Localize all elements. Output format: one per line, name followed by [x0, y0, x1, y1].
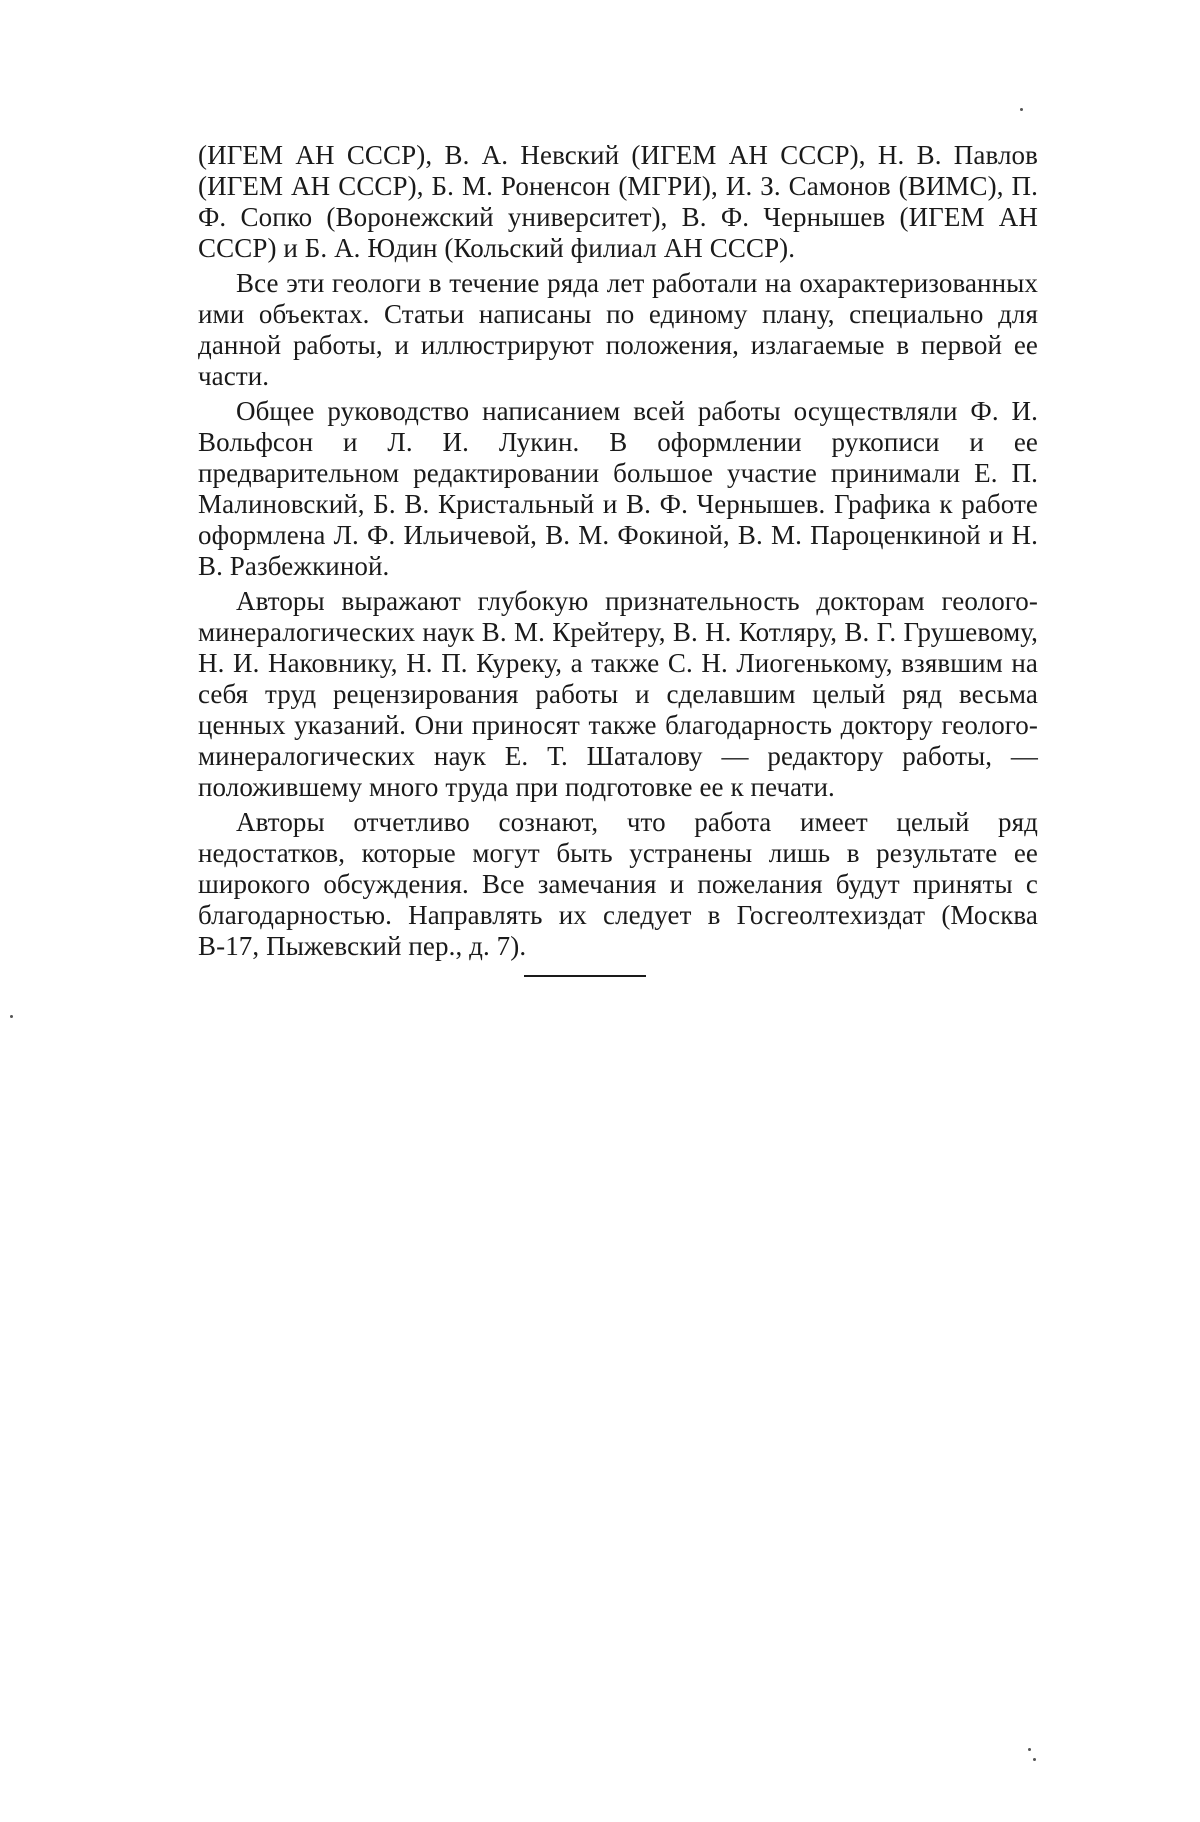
- paragraph-contributors-continued: (ИГЕМ АН СССР), В. А. Невский (ИГЕМ АН СССР), Н. В. Павлов (ИГЕМ АН СССР), Б. М. Роненсон (МГРИ), И. З. Самонов (ВИМС), П. Ф. Сопко (Воронежский университет), В. Ф. Чернышев (ИГЕМ АН СССР) и Б. А. Юдин (Кольский филиал АН СССР).: [198, 140, 1038, 263]
- paragraph-geologists: Все эти геологи в течение ряда лет работали на охарактеризованных ими объектах. Статьи написаны по единому плану, специально для данной работы, и иллюстрируют положения, излагаемые в первой ее части.: [198, 268, 1038, 391]
- scan-speck: [1020, 108, 1023, 111]
- scan-speck: [10, 1015, 13, 1018]
- paragraph-leadership: Общее руководство написанием всей работы осуществляли Ф. И. Вольфсон и Л. И. Лукин. В оформлении рукописи и ее предварительном редактировании большое участие принимали Е. П. Малиновский, Б. В. Кристальный и В. Ф. Чернышев. Графика к работе оформлена Л. Ф. Ильичевой, В. М. Фокиной, В. М. Пароценкиной и Н. В. Разбежкиной.: [198, 396, 1038, 581]
- scan-speck: [1028, 1748, 1031, 1751]
- body-text: [198, 140, 1038, 962]
- scan-speck: [1033, 1758, 1036, 1761]
- section-end-rule: [524, 975, 646, 977]
- paragraph-acknowledgements: Авторы выражают глубокую признательность докторам геолого-минералогических наук В. М. Крейтеру, В. Н. Котляру, В. Г. Грушевому, Н. И. Наковнику, Н. П. Куреку, а также С. Н. Лиогенькому, взявшим на себя труд рецензирования работы и сделавшим целый ряд весьма ценных указаний. Они приносят также благодарность доктору геолого-минералогических наук Е. Т. Шаталову — редактору работы, — положившему много труда при подготовке ее к печати.: [198, 586, 1038, 802]
- paragraph-feedback: Авторы отчетливо сознают, что работа имеет целый ряд недостатков, которые могут быть устранены лишь в результате ее широкого обсуждения. Все замечания и пожелания будут приняты с благодарностью. Направлять их следует в Госгеолтехиздат (Москва В-17, Пыжевский пер., д. 7).: [198, 807, 1038, 961]
